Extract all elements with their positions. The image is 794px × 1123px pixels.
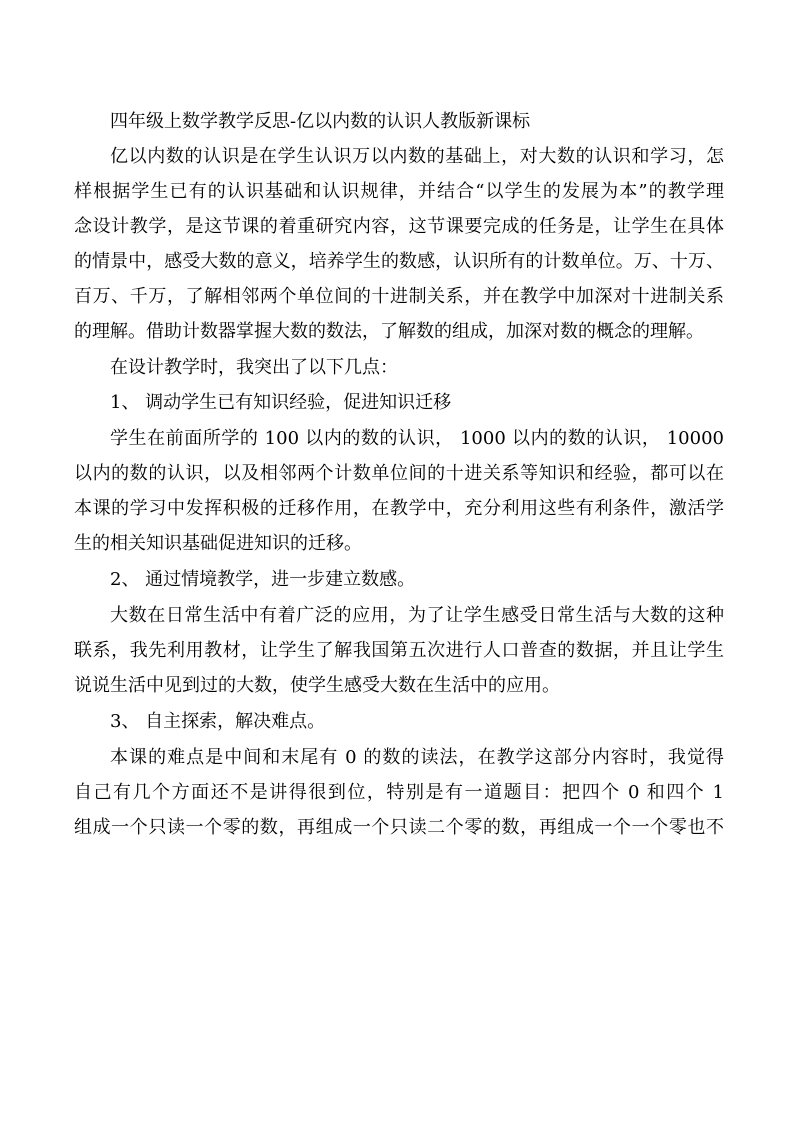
paragraph-line: 生的相关知识基础促进知识的迁移。 — [74, 533, 362, 554]
paragraph-line: 以内的数的认识，以及相邻两个计数单位间的十进关系等知识和经验，都可以在 — [74, 463, 724, 484]
paragraph-line: 本课的难点是中间和末尾有 0 的数的读法，在教学这部分内容时，我觉得 — [110, 747, 724, 768]
paragraph-line: 联系，我先利用教材，让学生了解我国第五次进行人口普查的数据，并且让学生 — [74, 640, 724, 661]
paragraph-line: 百万、千万，了解相邻两个单位间的十进制关系，并在教学中加深对十进制关系 — [74, 286, 724, 307]
paragraph-line: 的情景中，感受大数的意义，培养学生的数感，认识所有的计数单位。万、十万、 — [74, 251, 724, 272]
paragraph-line: 自己有几个方面还不是讲得很到位，特别是有一道题目：把四个 0 和四个 1 — [74, 782, 724, 803]
paragraph-line: 念设计教学，是这节课的着重研究内容，这节课要完成的任务是，让学生在具体 — [74, 216, 724, 237]
numbered-heading: 3、 自主探索，解决难点。 — [110, 711, 326, 732]
paragraph-line: 亿以内数的认识是在学生认识万以内数的基础上，对大数的认识和学习，怎 — [110, 146, 724, 167]
paragraph-line: 的理解。借助计数器掌握大数的数法，了解数的组成，加深对数的概念的理解。 — [74, 321, 704, 342]
document-title: 四年级上数学教学反思-亿以内数的认识人教版新课标 — [110, 111, 531, 132]
paragraph-line: 说说生活中见到过的大数，使学生感受大数在生活中的应用。 — [74, 675, 560, 696]
paragraph-line: 样根据学生已有的认识基础和认识规律，并结合“以学生的发展为本”的教学理 — [74, 181, 724, 202]
paragraph-line: 本课的学习中发挥积极的迁移作用，在教学中，充分利用这些有利条件，激活学 — [74, 498, 724, 519]
paragraph-line: 组成一个只读一个零的数，再组成一个只读二个零的数，再组成一个一个零也不 — [74, 817, 724, 838]
numbered-heading: 1、 调动学生已有知识经验，促进知识迁移 — [110, 392, 452, 413]
paragraph-line: 大数在日常生活中有着广泛的应用，为了让学生感受日常生活与大数的这种 — [110, 605, 724, 626]
numbered-heading: 2、 通过情境教学，进一步建立数感。 — [110, 569, 416, 590]
paragraph-line: 学生在前面所学的 100 以内的数的认识， 1000 以内的数的认识， 10000 — [110, 428, 724, 449]
paragraph-line: 在设计教学时，我突出了以下几点： — [110, 357, 398, 378]
